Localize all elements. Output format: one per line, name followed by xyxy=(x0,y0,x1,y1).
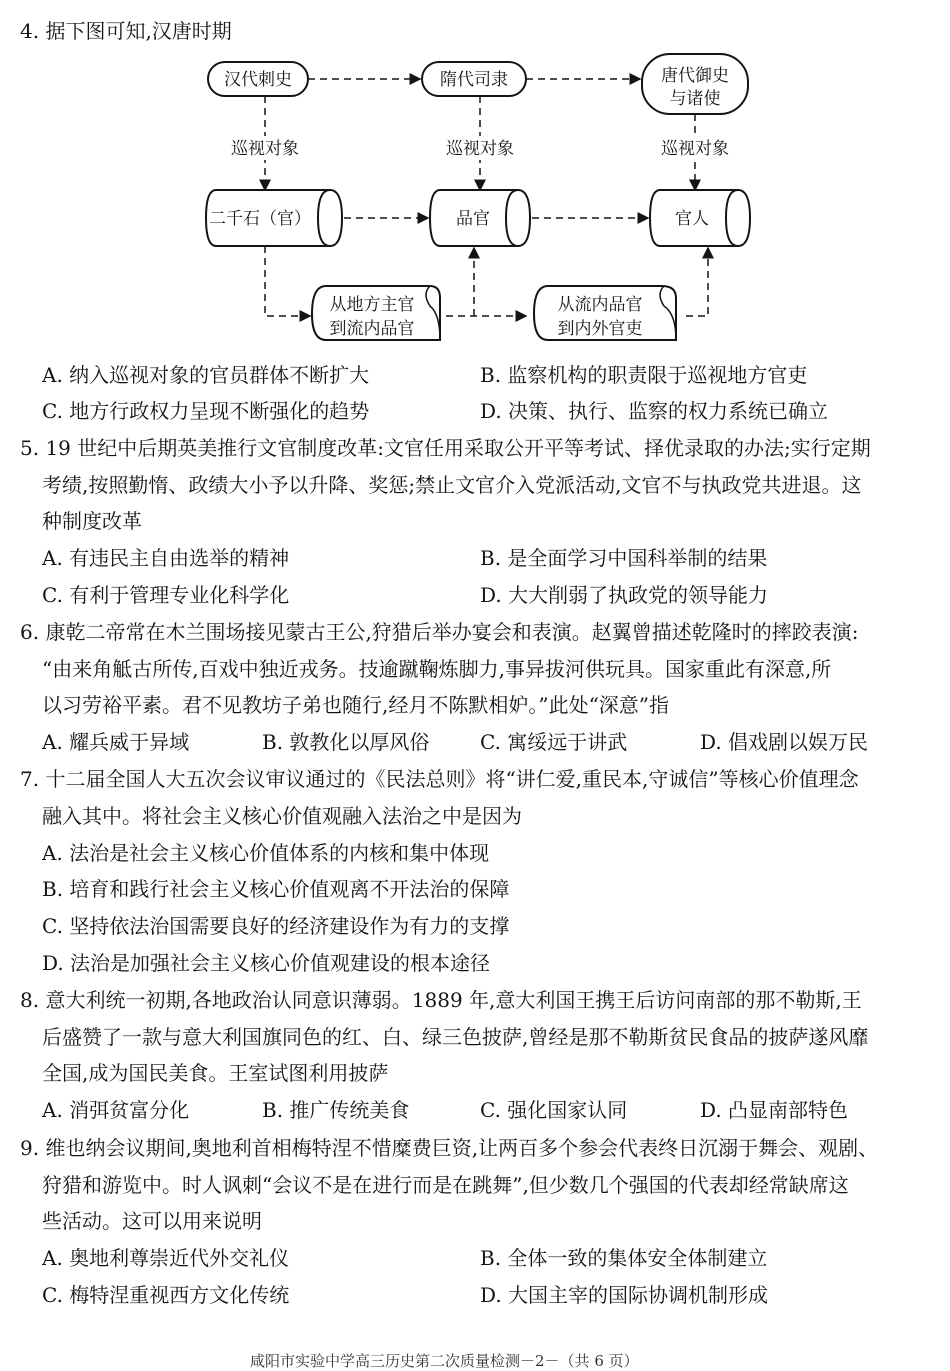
q8-line-2: 后盛赞了一款与意大利国旗同色的红、白、绿三色披萨,曾经是那不勒斯贫民食品的披萨遂风靡 xyxy=(42,1025,869,1049)
supervision-flow-diagram xyxy=(190,48,770,348)
q9-line-1: 9. 维也纳会议期间,奥地利首相梅特涅不惜糜费巨资,让两百多个参会代表终日沉溺于舞会、观剧、 xyxy=(20,1136,879,1160)
q5-option-b: B. 是全面学习中国科举制的结果 xyxy=(480,546,768,570)
q9-line-2: 狩猎和游览中。时人讽刺“会议不是在进行而是在跳舞”,但少数几个强国的代表却经常缺席这 xyxy=(42,1173,849,1197)
q7-option-a: A. 法治是社会主义核心价值体系的内核和集中体现 xyxy=(42,841,490,865)
node-tang-yushi-line1: 唐代御史 xyxy=(661,66,729,86)
q7-option-c: C. 坚持依法治国需要良好的经济建设作为有力的支撑 xyxy=(42,914,510,938)
edge-label-1: 巡视对象 xyxy=(231,139,299,159)
q4-option-b: B. 监察机构的职责限于巡视地方官吏 xyxy=(480,363,808,387)
edge-label-3: 巡视对象 xyxy=(661,139,729,159)
q9-option-d: D. 大国主宰的国际协调机制形成 xyxy=(480,1283,769,1307)
q5-option-d: D. 大大削弱了执政党的领导能力 xyxy=(480,583,769,607)
q8-line-3: 全国,成为国民美食。王室试图利用披萨 xyxy=(42,1061,389,1085)
q5-line-3: 种制度改革 xyxy=(42,509,142,533)
node-bottom-2-line2: 到内外官吏 xyxy=(557,319,643,339)
q4-option-a: A. 纳入巡视对象的官员群体不断扩大 xyxy=(42,363,370,387)
q6-option-d: D. 倡戏剧以娱万民 xyxy=(700,730,869,754)
q6-line-3: 以习劳裕平素。君不见教坊子弟也随行,经月不陈默相妒。”此处“深意”指 xyxy=(42,693,670,717)
q9-option-a: A. 奥地利尊崇近代外交礼仪 xyxy=(42,1246,290,1270)
q6-option-a: A. 耀兵威于异域 xyxy=(42,730,190,754)
q4-option-d: D. 决策、执行、监察的权力系统已确立 xyxy=(480,399,829,423)
edge-label-2: 巡视对象 xyxy=(446,139,514,159)
q9-option-b: B. 全体一致的集体安全体制建立 xyxy=(480,1246,768,1270)
page-footer: 咸阳市实验中学高三历史第二次质量检测－2－（共 6 页） xyxy=(250,1352,639,1370)
node-tang-yushi-line2: 与诸使 xyxy=(669,89,721,109)
node-guanren-label: 官人 xyxy=(675,209,709,229)
node-bottom-1-line1: 从地方主官 xyxy=(329,295,415,315)
node-han-cishi-label: 汉代刺史 xyxy=(224,70,292,90)
q8-option-d: D. 凸显南部特色 xyxy=(700,1098,849,1122)
node-pinguan-label: 品官 xyxy=(456,209,490,229)
q9-line-3: 些活动。这可以用来说明 xyxy=(42,1209,262,1233)
node-sui-sili-label: 隋代司隶 xyxy=(440,70,508,90)
q7-line-2: 融入其中。将社会主义核心价值观融入法治之中是因为 xyxy=(42,804,522,828)
q8-line-1: 8. 意大利统一初期,各地政治认同意识薄弱。1889 年,意大利国王携王后访问南部的那不勒斯,王 xyxy=(20,988,862,1012)
node-bottom-1-line2: 到流内品官 xyxy=(329,319,415,339)
node-bottom-2-line1: 从流内品官 xyxy=(557,295,643,315)
q7-option-b: B. 培育和践行社会主义核心价值观离不开法治的保障 xyxy=(42,877,510,901)
q4-stem: 4. 据下图可知,汉唐时期 xyxy=(20,19,232,43)
q6-option-b: B. 敦教化以厚风俗 xyxy=(262,730,430,754)
q8-option-a: A. 消弭贫富分化 xyxy=(42,1098,190,1122)
q4-option-c: C. 地方行政权力呈现不断强化的趋势 xyxy=(42,399,370,423)
q6-line-1: 6. 康乾二帝常在木兰围场接见蒙古王公,狩猎后举办宴会和表演。赵翼曾描述乾隆时的摔跤表演: xyxy=(20,620,859,644)
node-erqianshi-label: 二千石（官） xyxy=(209,209,311,229)
q8-option-b: B. 推广传统美食 xyxy=(262,1098,410,1122)
q9-option-c: C. 梅特涅重视西方文化传统 xyxy=(42,1283,290,1307)
q5-line-2: 考绩,按照勤惰、政绩大小予以升降、奖惩;禁止文官介入党派活动,文官不与执政党共进退。这 xyxy=(42,473,862,497)
q5-option-a: A. 有违民主自由选举的精神 xyxy=(42,546,290,570)
q6-line-2: “由来角觝古所传,百戏中独近戎务。技逾蹴鞠炼脚力,事异拔河供玩具。国家重此有深意,所 xyxy=(42,657,832,681)
q7-line-1: 7. 十二届全国人大五次会议审议通过的《民法总则》将“讲仁爱,重民本,守诚信”等核心价值理念 xyxy=(20,767,859,791)
q5-option-c: C. 有利于管理专业化科学化 xyxy=(42,583,290,607)
q7-option-d: D. 法治是加强社会主义核心价值观建设的根本途径 xyxy=(42,951,491,975)
q8-option-c: C. 强化国家认同 xyxy=(480,1098,628,1122)
q6-option-c: C. 寓绥远于讲武 xyxy=(480,730,628,754)
q5-line-1: 5. 19 世纪中后期英美推行文官制度改革:文官任用采取公开平等考试、择优录取的办法;实行定期 xyxy=(20,436,871,460)
